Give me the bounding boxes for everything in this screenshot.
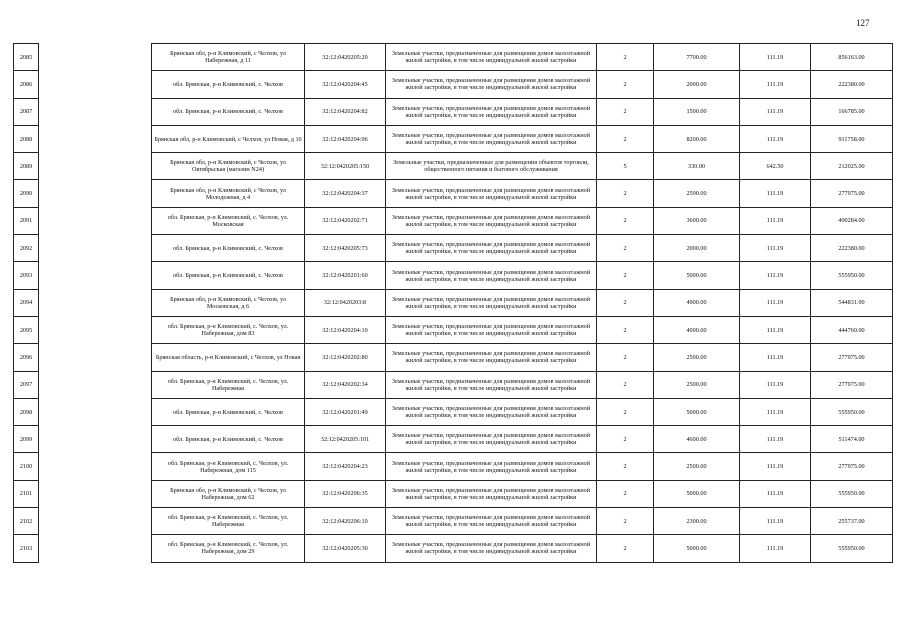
area-cell: 2500.00 bbox=[654, 371, 740, 398]
group-cell: 2 bbox=[597, 508, 654, 535]
area-cell: 2000.00 bbox=[654, 235, 740, 262]
group-cell: 2 bbox=[597, 98, 654, 125]
row-number-row bbox=[14, 316, 39, 343]
row-number-row bbox=[14, 535, 39, 562]
table-row bbox=[152, 44, 893, 71]
cadastral-number-cell: 32:12:0420202:80 bbox=[305, 344, 386, 371]
address-cell: обл. Брянская, р-н Климовский, с. Челхов bbox=[152, 235, 305, 262]
land-use-cell: Земельные участки, предназначенные для размещения домов малоэтажной жилой застройки, в том числе индивидуальной жилой застройки bbox=[386, 371, 597, 398]
area-cell: 4900.00 bbox=[654, 289, 740, 316]
cadastral-number-cell: 32:12:0420201:49 bbox=[305, 398, 386, 425]
cadastral-number-cell: 32:12:0420204:10 bbox=[305, 316, 386, 343]
cadastral-number-cell: 32:12:0420206:35 bbox=[305, 480, 386, 507]
row-number-row bbox=[14, 125, 39, 152]
table-row bbox=[152, 371, 893, 398]
table-row bbox=[152, 207, 893, 234]
cadastral-value-cell: 555950.00 bbox=[811, 535, 893, 562]
group-cell: 2 bbox=[597, 480, 654, 507]
table-row bbox=[152, 508, 893, 535]
row-number-cell: 2088 bbox=[14, 125, 39, 152]
land-use-cell: Земельные участки, предназначенные для размещения домов малоэтажной жилой застройки, в том числе индивидуальной жилой застройки bbox=[386, 207, 597, 234]
table-row bbox=[152, 453, 893, 480]
cadastral-value-cell: 212025.00 bbox=[811, 153, 893, 180]
specific-value-cell: 111.19 bbox=[740, 535, 811, 562]
cadastral-value-cell: 222380.00 bbox=[811, 235, 893, 262]
row-number-cell: 2089 bbox=[14, 153, 39, 180]
cadastral-number-cell: 32:12:0420201:60 bbox=[305, 262, 386, 289]
row-number-row bbox=[14, 153, 39, 180]
address-cell: Брянская обл, р-н Климовский, с Челхов, ул Набережная, д 11 bbox=[152, 44, 305, 71]
row-number-cell: 2096 bbox=[14, 344, 39, 371]
area-cell: 2500.00 bbox=[654, 180, 740, 207]
address-cell: обл. Брянская, р-н Климовский, с. Челхов, ул. Набережная bbox=[152, 508, 305, 535]
address-cell: Брянская обл, р-н Климовский, с Челхов, ул Молодежная, д 4 bbox=[152, 180, 305, 207]
area-cell: 5000.00 bbox=[654, 262, 740, 289]
row-number-row bbox=[14, 426, 39, 453]
address-cell: Брянская обл, р-н Климовский, с Челхов, ул Октябрьская (магазин N24) bbox=[152, 153, 305, 180]
cadastral-value-cell: 277975.00 bbox=[811, 453, 893, 480]
row-number-row bbox=[14, 44, 39, 71]
row-number-row bbox=[14, 371, 39, 398]
address-cell: Брянская обл, р-н Климовский, с Челхов, ул Набережная, дом 62 bbox=[152, 480, 305, 507]
specific-value-cell: 642.50 bbox=[740, 153, 811, 180]
area-cell: 4000.00 bbox=[654, 316, 740, 343]
specific-value-cell: 111.19 bbox=[740, 316, 811, 343]
table-row bbox=[152, 98, 893, 125]
area-cell: 2500.00 bbox=[654, 344, 740, 371]
row-number-row bbox=[14, 289, 39, 316]
cadastral-value-cell: 555950.00 bbox=[811, 262, 893, 289]
table-row bbox=[152, 535, 893, 562]
cadastral-number-cell: 32:12:0420206:10 bbox=[305, 508, 386, 535]
group-cell: 2 bbox=[597, 235, 654, 262]
area-cell: 4600.00 bbox=[654, 426, 740, 453]
cadastral-value-table bbox=[151, 43, 893, 563]
cadastral-value-cell: 856163.00 bbox=[811, 44, 893, 71]
specific-value-cell: 111.19 bbox=[740, 71, 811, 98]
area-cell: 2300.00 bbox=[654, 508, 740, 535]
land-use-cell: Земельные участки, предназначенные для размещения домов малоэтажной жилой застройки, в том числе индивидуальной жилой застройки bbox=[386, 98, 597, 125]
row-number-row bbox=[14, 344, 39, 371]
cadastral-value-cell: 444760.00 bbox=[811, 316, 893, 343]
table-row bbox=[152, 262, 893, 289]
area-cell: 1500.00 bbox=[654, 98, 740, 125]
group-cell: 2 bbox=[597, 535, 654, 562]
cadastral-number-cell: 32:12:0420205:150 bbox=[305, 153, 386, 180]
area-cell: 330.00 bbox=[654, 153, 740, 180]
table-row bbox=[152, 125, 893, 152]
specific-value-cell: 111.19 bbox=[740, 453, 811, 480]
cadastral-value-cell: 255737.00 bbox=[811, 508, 893, 535]
address-cell: Брянская обл, р-н Климовский, с Челхов, ул Новая, д 10 bbox=[152, 125, 305, 152]
group-cell: 2 bbox=[597, 371, 654, 398]
table-row bbox=[152, 180, 893, 207]
row-number-row bbox=[14, 453, 39, 480]
address-cell: обл. Брянская, р-н Климовский, с. Челхов, ул. Набережная bbox=[152, 371, 305, 398]
land-use-cell: Земельные участки, предназначенные для размещения домов малоэтажной жилой застройки, в том числе индивидуальной жилой застройки bbox=[386, 71, 597, 98]
land-use-cell: Земельные участки, предназначенные для размещения домов малоэтажной жилой застройки, в том числе индивидуальной жилой застройки bbox=[386, 426, 597, 453]
row-number-cell: 2102 bbox=[14, 508, 39, 535]
specific-value-cell: 111.19 bbox=[740, 371, 811, 398]
row-number-cell: 2086 bbox=[14, 71, 39, 98]
area-cell: 2500.00 bbox=[654, 453, 740, 480]
cadastral-number-cell: 32:12:0420202:34 bbox=[305, 371, 386, 398]
land-use-cell: Земельные участки, предназначенные для размещения домов малоэтажной жилой застройки, в том числе индивидуальной жилой застройки bbox=[386, 44, 597, 71]
row-number-row bbox=[14, 207, 39, 234]
land-use-cell: Земельные участки, предназначенные для размещения объектов торговли, общественного питания и бытового обслуживания bbox=[386, 153, 597, 180]
group-cell: 2 bbox=[597, 125, 654, 152]
land-use-cell: Земельные участки, предназначенные для размещения домов малоэтажной жилой застройки, в том числе индивидуальной жилой застройки bbox=[386, 535, 597, 562]
row-number-row bbox=[14, 480, 39, 507]
row-number-row bbox=[14, 262, 39, 289]
table-row bbox=[152, 316, 893, 343]
cadastral-value-cell: 555950.00 bbox=[811, 480, 893, 507]
land-use-cell: Земельные участки, предназначенные для размещения домов малоэтажной жилой застройки, в том числе индивидуальной жилой застройки bbox=[386, 480, 597, 507]
land-use-cell: Земельные участки, предназначенные для размещения домов малоэтажной жилой застройки, в том числе индивидуальной жилой застройки bbox=[386, 508, 597, 535]
address-cell: обл. Брянская, р-н Климовский, с. Челхов bbox=[152, 71, 305, 98]
cadastral-value-cell: 166785.00 bbox=[811, 98, 893, 125]
cadastral-number-cell: 32:12:0420204:82 bbox=[305, 98, 386, 125]
table-row bbox=[152, 71, 893, 98]
land-use-cell: Земельные участки, предназначенные для размещения домов малоэтажной жилой застройки, в том числе индивидуальной жилой застройки bbox=[386, 125, 597, 152]
area-cell: 5000.00 bbox=[654, 480, 740, 507]
land-use-cell: Земельные участки, предназначенные для размещения домов малоэтажной жилой застройки, в том числе индивидуальной жилой застройки bbox=[386, 180, 597, 207]
cadastral-value-cell: 555950.00 bbox=[811, 398, 893, 425]
address-cell: обл. Брянская, р-н Климовский, с. Челхов bbox=[152, 398, 305, 425]
area-cell: 5000.00 bbox=[654, 535, 740, 562]
specific-value-cell: 111.19 bbox=[740, 125, 811, 152]
area-cell: 8200.00 bbox=[654, 125, 740, 152]
area-cell: 5000.00 bbox=[654, 398, 740, 425]
cadastral-value-cell: 511474.00 bbox=[811, 426, 893, 453]
table-row bbox=[152, 153, 893, 180]
cadastral-number-cell: 32:12:0420204:96 bbox=[305, 125, 386, 152]
group-cell: 2 bbox=[597, 398, 654, 425]
table-row bbox=[152, 480, 893, 507]
land-use-cell: Земельные участки, предназначенные для размещения домов малоэтажной жилой застройки, в том числе индивидуальной жилой застройки bbox=[386, 344, 597, 371]
cadastral-number-cell: 32:12:0420205:20 bbox=[305, 44, 386, 71]
land-use-cell: Земельные участки, предназначенные для размещения домов малоэтажной жилой застройки, в том числе индивидуальной жилой застройки bbox=[386, 398, 597, 425]
row-number-cell: 2098 bbox=[14, 398, 39, 425]
cadastral-number-cell: 32:12:0420204:45 bbox=[305, 71, 386, 98]
cadastral-value-cell: 277975.00 bbox=[811, 180, 893, 207]
cadastral-value-cell: 222380.00 bbox=[811, 71, 893, 98]
cadastral-value-cell: 400284.00 bbox=[811, 207, 893, 234]
specific-value-cell: 111.19 bbox=[740, 398, 811, 425]
row-number-cell: 2087 bbox=[14, 98, 39, 125]
cadastral-number-cell: 32:12:0420202:71 bbox=[305, 207, 386, 234]
group-cell: 2 bbox=[597, 207, 654, 234]
cadastral-number-cell: 32:12:0420205:30 bbox=[305, 535, 386, 562]
table-row bbox=[152, 344, 893, 371]
group-cell: 5 bbox=[597, 153, 654, 180]
table-row bbox=[152, 426, 893, 453]
table-row bbox=[152, 235, 893, 262]
cadastral-number-cell: 32:12:0420205:73 bbox=[305, 235, 386, 262]
specific-value-cell: 111.19 bbox=[740, 262, 811, 289]
area-cell: 2000.00 bbox=[654, 71, 740, 98]
group-cell: 2 bbox=[597, 180, 654, 207]
area-cell: 7700.00 bbox=[654, 44, 740, 71]
group-cell: 2 bbox=[597, 71, 654, 98]
address-cell: Брянская обл, р-н Климовский, с Челхов, ул Московская, д 6 bbox=[152, 289, 305, 316]
specific-value-cell: 111.19 bbox=[740, 426, 811, 453]
row-number-cell: 2103 bbox=[14, 535, 39, 562]
row-number-cell: 2094 bbox=[14, 289, 39, 316]
group-cell: 2 bbox=[597, 344, 654, 371]
land-use-cell: Земельные участки, предназначенные для размещения домов малоэтажной жилой застройки, в том числе индивидуальной жилой застройки bbox=[386, 453, 597, 480]
address-cell: обл. Брянская, р-н Климовский, с. Челхов bbox=[152, 262, 305, 289]
specific-value-cell: 111.19 bbox=[740, 180, 811, 207]
land-use-cell: Земельные участки, предназначенные для размещения домов малоэтажной жилой застройки, в том числе индивидуальной жилой застройки bbox=[386, 289, 597, 316]
cadastral-number-cell: 32:12:0420204:37 bbox=[305, 180, 386, 207]
area-cell: 3600.00 bbox=[654, 207, 740, 234]
specific-value-cell: 111.19 bbox=[740, 289, 811, 316]
row-number-row bbox=[14, 180, 39, 207]
row-number-column bbox=[13, 43, 39, 563]
row-number-cell: 2090 bbox=[14, 180, 39, 207]
row-number-row bbox=[14, 398, 39, 425]
cadastral-value-cell: 911758.00 bbox=[811, 125, 893, 152]
row-number-cell: 2091 bbox=[14, 207, 39, 234]
row-number-row bbox=[14, 71, 39, 98]
row-number-cell: 2097 bbox=[14, 371, 39, 398]
page-number: 127 bbox=[856, 18, 870, 28]
cadastral-number-cell: 32:12:0420203:8 bbox=[305, 289, 386, 316]
cadastral-value-cell: 544831.00 bbox=[811, 289, 893, 316]
group-cell: 2 bbox=[597, 44, 654, 71]
cadastral-number-cell: 32:12:0420205:101 bbox=[305, 426, 386, 453]
row-number-cell: 2101 bbox=[14, 480, 39, 507]
specific-value-cell: 111.19 bbox=[740, 44, 811, 71]
specific-value-cell: 111.19 bbox=[740, 344, 811, 371]
specific-value-cell: 111.19 bbox=[740, 508, 811, 535]
cadastral-value-cell: 277975.00 bbox=[811, 344, 893, 371]
address-cell: обл. Брянская, р-н Климовский, с. Челхов bbox=[152, 98, 305, 125]
address-cell: обл. Брянская, р-н Климовский, с. Челхов, ул. Московская bbox=[152, 207, 305, 234]
cadastral-number-cell: 32:12:0420204:23 bbox=[305, 453, 386, 480]
row-number-cell: 2099 bbox=[14, 426, 39, 453]
specific-value-cell: 111.19 bbox=[740, 207, 811, 234]
group-cell: 2 bbox=[597, 289, 654, 316]
address-cell: обл. Брянская, р-н Климовский, с. Челхов bbox=[152, 426, 305, 453]
address-cell: Брянская область, р-н Климовский, с Челхов, ул Новая bbox=[152, 344, 305, 371]
row-number-cell: 2085 bbox=[14, 44, 39, 71]
specific-value-cell: 111.19 bbox=[740, 235, 811, 262]
land-use-cell: Земельные участки, предназначенные для размещения домов малоэтажной жилой застройки, в том числе индивидуальной жилой застройки bbox=[386, 316, 597, 343]
group-cell: 2 bbox=[597, 453, 654, 480]
cadastral-value-cell: 277975.00 bbox=[811, 371, 893, 398]
address-cell: обл. Брянская, р-н Климовский, с. Челхов, ул. Набережная, дом 115 bbox=[152, 453, 305, 480]
group-cell: 2 bbox=[597, 426, 654, 453]
table-row bbox=[152, 398, 893, 425]
row-number-cell: 2100 bbox=[14, 453, 39, 480]
land-use-cell: Земельные участки, предназначенные для размещения домов малоэтажной жилой застройки, в том числе индивидуальной жилой застройки bbox=[386, 235, 597, 262]
table-row bbox=[152, 289, 893, 316]
specific-value-cell: 111.19 bbox=[740, 98, 811, 125]
address-cell: обл. Брянская, р-н Климовский, с. Челхов, ул. Набережная, дом 29 bbox=[152, 535, 305, 562]
row-number-cell: 2095 bbox=[14, 316, 39, 343]
land-use-cell: Земельные участки, предназначенные для размещения домов малоэтажной жилой застройки, в том числе индивидуальной жилой застройки bbox=[386, 262, 597, 289]
row-number-row bbox=[14, 508, 39, 535]
row-number-cell: 2092 bbox=[14, 235, 39, 262]
row-number-cell: 2093 bbox=[14, 262, 39, 289]
group-cell: 2 bbox=[597, 316, 654, 343]
group-cell: 2 bbox=[597, 262, 654, 289]
address-cell: обл. Брянская, р-н Климовский, с. Челхов, ул. Набережная, дом 83 bbox=[152, 316, 305, 343]
specific-value-cell: 111.19 bbox=[740, 480, 811, 507]
row-number-row bbox=[14, 235, 39, 262]
row-number-row bbox=[14, 98, 39, 125]
